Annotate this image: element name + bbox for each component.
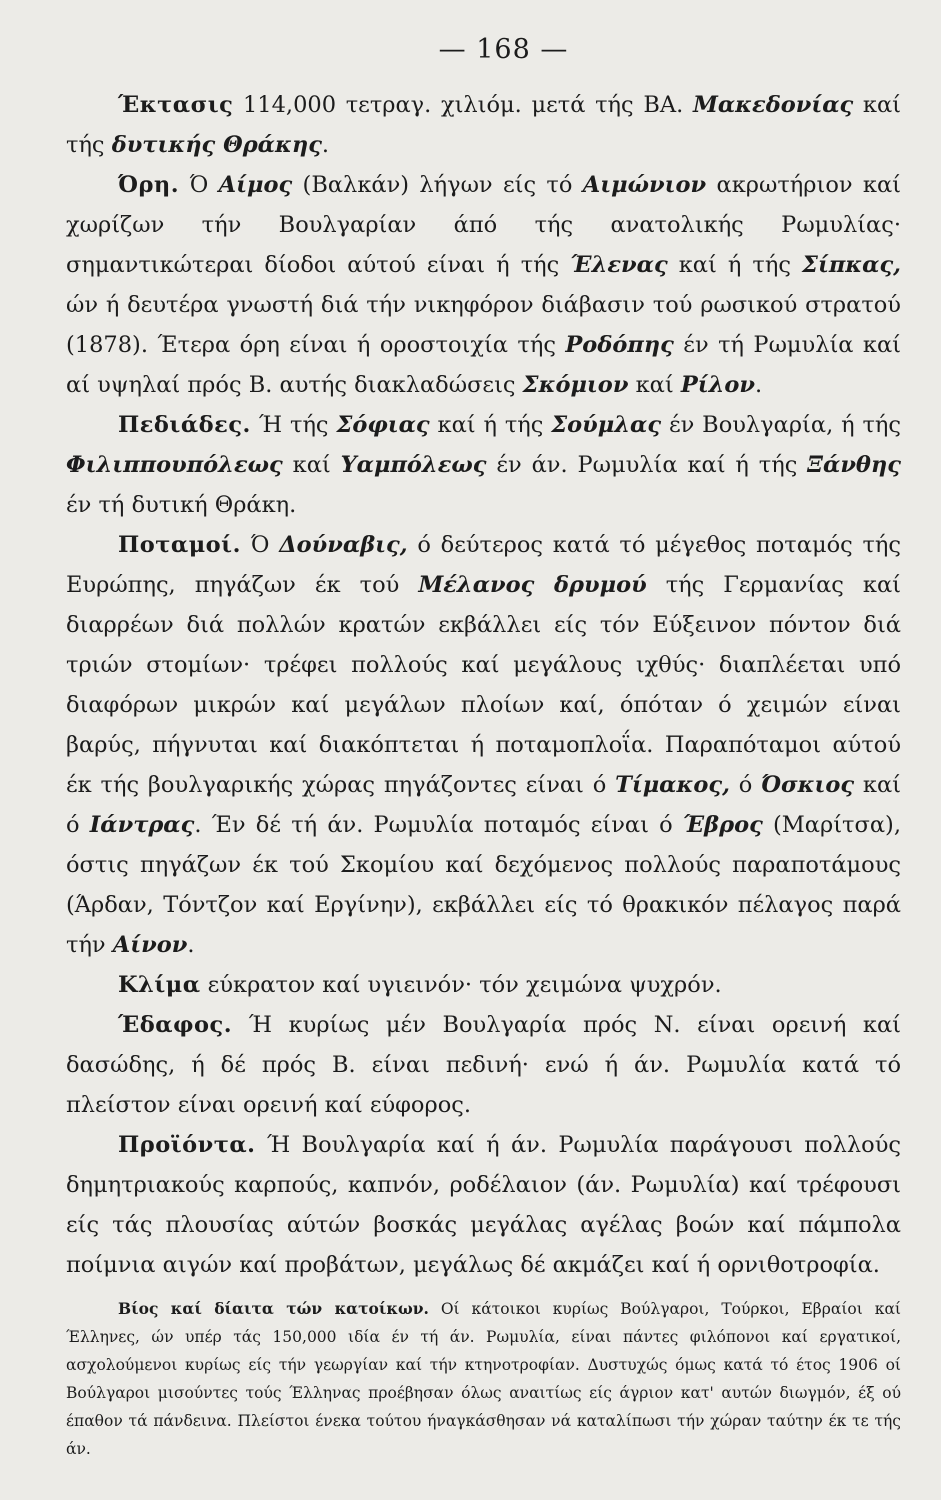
text-run: ό xyxy=(729,772,762,798)
term-makedonias: Μακεδονίας xyxy=(692,92,854,118)
term-sipkas: Σίπκας, xyxy=(802,252,902,278)
heading-ori: Όρη. xyxy=(118,172,180,198)
text-run: καί xyxy=(628,372,681,398)
heading-ektasis: Έκτασις xyxy=(118,92,234,118)
text-run: έν άν. Ρωμυλία καί ή τής xyxy=(486,452,808,478)
term-aimonion: Αιμώνιον xyxy=(582,172,707,198)
heading-potamoi: Ποταμοί. xyxy=(118,532,241,558)
term-soumlas: Σούμλας xyxy=(551,412,662,438)
text-run: καί ή τής xyxy=(667,252,803,278)
section-edafos xyxy=(66,1005,901,1125)
term-oskios: Όσκιος xyxy=(761,772,855,798)
text-run: . xyxy=(187,932,195,958)
text-run: έν τή δυτική Θράκη. xyxy=(66,492,297,518)
section-pedias xyxy=(66,405,901,525)
text-run: . xyxy=(755,372,763,398)
text-run: καί τής xyxy=(66,92,901,158)
text-run: 114,000 τετραγ. χιλιόμ. μετά τής ΒΑ. xyxy=(242,92,693,118)
text-run: ό δεύτερος κατά τό μέγεθος ποταμός τής Ευρώπης, πηγάζων έκ τού xyxy=(66,532,902,598)
page-number: — 168 — xyxy=(438,34,569,65)
text-run: Ό xyxy=(179,172,219,198)
text-run: έν τή Ρωμυλία καί αί υψηλαί πρός Β. αυτής διακλαδώσεις xyxy=(66,332,902,398)
term-rilon: Ρίλον xyxy=(680,372,756,398)
text-run: (Βαλκάν) λήγων είς τό xyxy=(292,172,583,198)
heading-proionta: Προϊόντα. xyxy=(118,1132,256,1158)
text-run: καί ό xyxy=(66,772,901,838)
text-run: Ή Βουλγαρία καί ή άν. Ρωμυλία παράγουσι πολλούς δημητριακούς καρπούς, καπνόν, ροδέλαιον (άν. Ρωμυλία) καί τρέφουσι είς τάς πλουσίας αύτών βοσκάς μεγάλας αγέλας βοών καί πάμπολα ποίμνια αιγών καί προβάτων, μεγάλως δέ ακμάζει καί ή ορνιθοτροφία. xyxy=(66,1132,901,1278)
term-sofias: Σόφιας xyxy=(336,412,430,438)
text-run: Ή κυρίως μέν Βουλγαρία πρός Ν. είναι ορεινή καί δασώδης, ή δέ πρός Β. είναι πεδινή· ενώ ή άν. Ρωμυλία κατά τό πλείστον είναι ορεινή καί εύφορος. xyxy=(66,1012,901,1118)
term-iantras: Ιάντρας xyxy=(89,812,195,838)
section-proionta xyxy=(66,1125,901,1285)
text-run: . Έν δέ τή άν. Ρωμυλία ποταμός είναι ό xyxy=(194,812,683,838)
text-run: έν Βουλγαρία, ή τής xyxy=(661,412,902,438)
term-yampoleos: Υαμπόλεως xyxy=(340,452,487,478)
text-run: Ή τής xyxy=(250,412,337,438)
section-vios xyxy=(66,1295,901,1463)
term-aimos: Αίμος xyxy=(218,172,293,198)
term-dounavis: Δούναβις, xyxy=(279,532,408,558)
term-rodopis: Ροδόπης xyxy=(565,332,674,358)
term-skomion: Σκόμιον xyxy=(522,372,629,398)
section-ektasis xyxy=(66,85,901,165)
section-klima xyxy=(66,965,901,1005)
term-ainon: Αίνον xyxy=(112,932,188,958)
text-run: Ό xyxy=(240,532,280,558)
section-potamoi xyxy=(66,525,901,965)
text-run: ών ή δευτέρα γνωστή διά τήν νικηφόρον διάβασιν τού ρωσικού στρατού (1878). Έτερα όρη είναι ή οροστοιχία τής xyxy=(66,292,901,358)
text-run: Οί κάτοικοι κυρίως Βούλγαροι, Τούρκοι, Εβραίοι καί Έλληνες, ών υπέρ τάς 150,000 ιδία έν τή άν. Ρωμυλία, είναι πάντες φιλόπονοι καί εργατικοί, ασχολούμενοι κυρίως είς τήν γεωργίαν καί τήν κτηνοτροφίαν. Δυστυχώς όμως κατά τό έτος 1906 οί Βούλγαροι μισούντες τούς Έλληνας προέβησαν όλως αναιτίως είς άγριον κατ' αυτών διωγμόν, έξ ού έπαθον τά πάνδεινα. Πλείστοι ένεκα τούτου ήναγκάσθησαν νά καταλίπωσι τήν χώραν ταύτην έκ τε τής άν. xyxy=(66,1300,901,1458)
text-run: καί ή τής xyxy=(429,412,552,438)
section-ori xyxy=(66,165,901,405)
text-run: εύκρατον καί υγιεινόν· τόν χειμώνα ψυχρόν. xyxy=(200,972,722,998)
text-run: καί xyxy=(282,452,341,478)
heading-edafos: Έδαφος. xyxy=(118,1012,233,1038)
text-run: ακρωτήριον καί χωρίζων τήν Βουλγαρίαν άπό τής ανατολικής Ρωμυλίας· σημαντικώτεραι δίοδοι αύτού είναι ή τής xyxy=(66,172,902,278)
heading-vios: Βίος καί δίαιτα τών κατοίκων. xyxy=(118,1299,429,1318)
heading-klima: Κλίμα xyxy=(118,972,201,998)
text-run: (Μαρίτσα), όστις πηγάζων έκ τού Σκομίου καί δεχόμενος πολλούς παραποτάμους (Άρδαν, Τόντζον καί Εργίνην), εκβάλλει είς τό θρακικόν πέλαγος παρά τήν xyxy=(66,812,901,958)
text-run: τής Γερμανίας καί διαρρέων διά πολλών κρατών εκβάλλει είς τόν Εύξεινον πόντον διά τριών στομίων· τρέφει πολλούς καί μεγάλους ιχθύς· διαπλέεται υπό διαφόρων μικρών καί μεγάλων πλοίων καί, όπόταν ό χειμών είναι βαρύς, πήγνυται καί διακόπτεται ή ποταμοπλοΐα. Παραπόταμοι αύτού έκ τής βουλγαρικής χώρας πηγάζοντες είναι ό xyxy=(66,572,901,798)
heading-pedias: Πεδιάδες. xyxy=(118,412,251,438)
term-filippoupoleos: Φιλιππουπόλεως xyxy=(66,452,283,478)
term-timakos: Τίμακος, xyxy=(615,772,730,798)
term-evros: Έβρος xyxy=(682,812,763,838)
term-melanos-drymou: Μέλανος δρυμού xyxy=(418,572,647,598)
term-thrakis: δυτικής Θράκης xyxy=(111,132,322,158)
term-xanthis: Ξάνθης xyxy=(807,452,901,478)
text-run: . xyxy=(321,132,330,158)
term-elenas: Έλενας xyxy=(570,252,668,278)
